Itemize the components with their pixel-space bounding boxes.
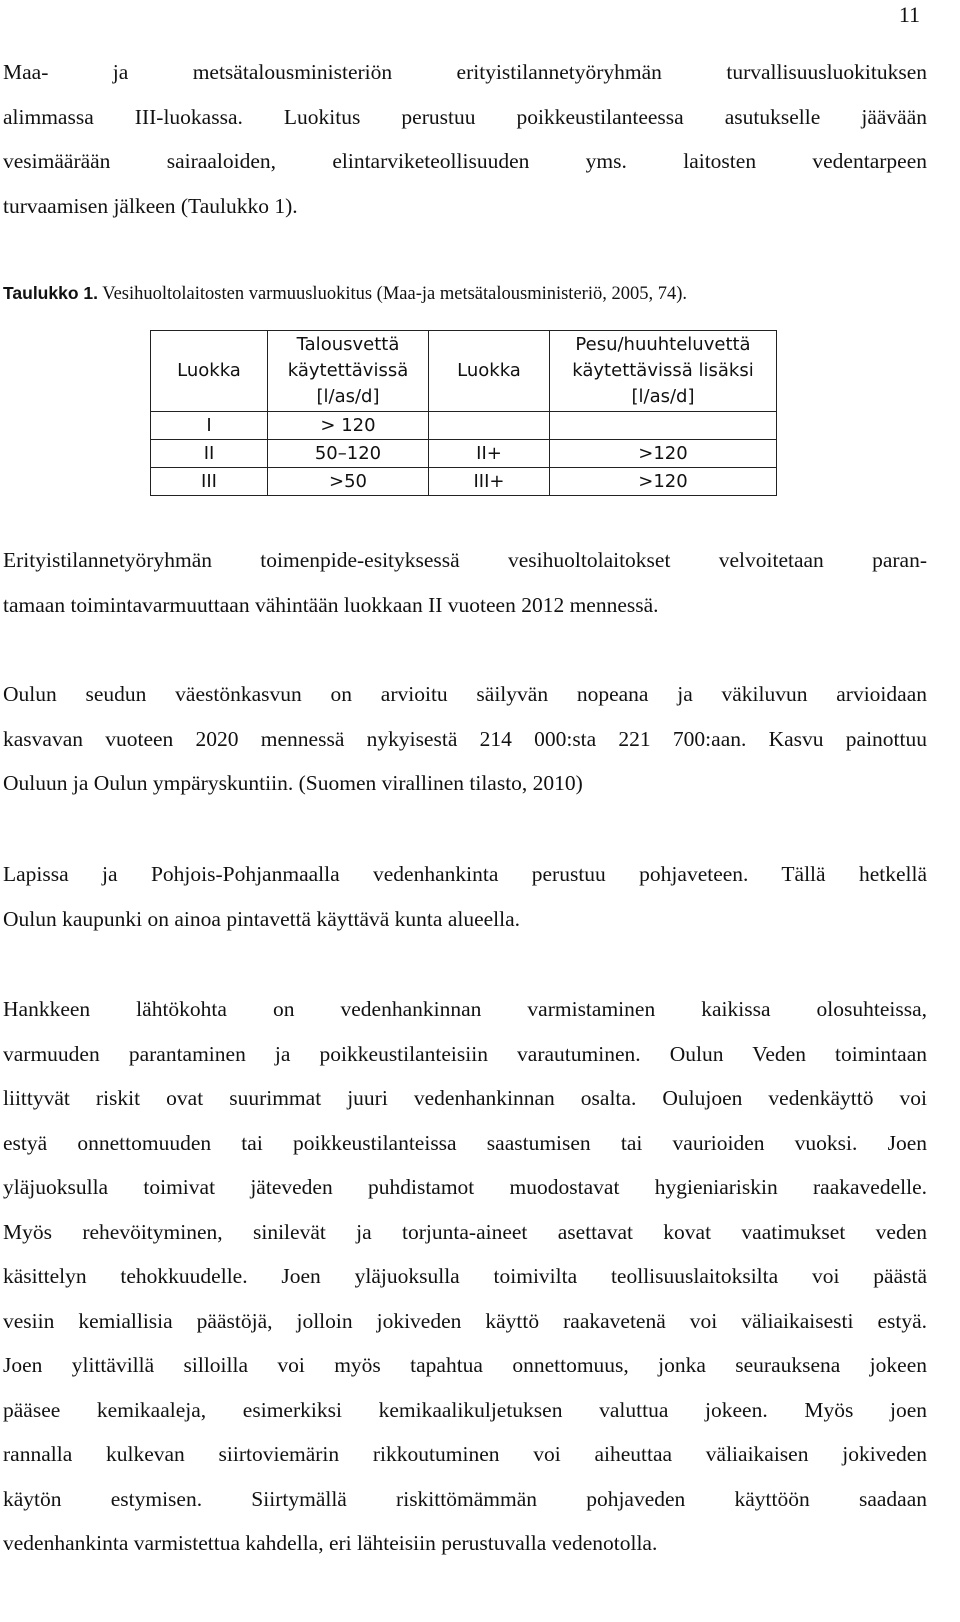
- table-cell: > 120: [268, 412, 429, 440]
- text-line: Lapissa ja Pohjois-Pohjanmaalla vedenhankinta perustuu pohjaveteen. Tällä hetkellä: [3, 862, 927, 886]
- text-line: Maa- ja metsätalousministeriön erityistilannetyöryhmän turvallisuusluokituksen: [3, 60, 927, 84]
- table-row: [151, 468, 777, 496]
- text-line: käsittelyn tehokkuudelle. Joen yläjuoksulla toimivilta teollisuuslaitoksilta voi päästä: [3, 1264, 927, 1288]
- text-line: liittyvät riskit ovat suurimmat juuri vedenhankinnan osalta. Oulujoen vedenkäyttö voi: [3, 1086, 927, 1110]
- header-cell-class: Luokka: [151, 331, 268, 412]
- table-caption-label: Taulukko 1.: [3, 283, 98, 303]
- text-line: Myös rehevöityminen, sinilevät ja torjunta-aineet asettavat kovat vaatimukset veden: [3, 1219, 927, 1244]
- text-line: vesimäärään sairaaloiden, elintarviketeollisuuden yms. laitosten vedentarpeen: [3, 149, 927, 173]
- table-cell: III: [151, 468, 268, 496]
- text-line: estyä onnettomuuden tai poikkeustilanteissa saastumisen tai vaurioiden vuoksi. Joen: [3, 1130, 927, 1155]
- table-cell: >120: [550, 468, 777, 496]
- paragraph-classification-intro: [3, 50, 927, 228]
- text-line: varmuuden parantaminen ja poikkeustilanteisiin varautuminen. Oulun Veden toimintaan: [3, 1041, 927, 1066]
- text-line: vedenhankinta varmistettua kahdella, eri lähteisiin perustuvalla vedenotolla.: [3, 1531, 658, 1555]
- table-cell: II: [151, 440, 268, 468]
- paragraph-population-growth: [3, 672, 927, 806]
- header-cell-drinking-water: Talousvettä käytettävissä [l/as/d]: [268, 331, 429, 412]
- text-line: Oulun kaupunki on ainoa pintavettä käyttävä kunta alueella.: [3, 906, 521, 931]
- table-cell: [550, 412, 777, 440]
- table-cell: >50: [268, 468, 429, 496]
- text-line: vesiin kemiallisia päästöjä, jolloin jokiveden käyttö raakavetenä voi väliaikaisesti estyä.: [3, 1308, 927, 1333]
- paragraph-project-risks: [3, 987, 927, 1566]
- text-line: Erityistilannetyöryhmän toimenpide-esityksessä vesihuoltolaitokset velvoitetaan paran-: [3, 548, 927, 572]
- table-header-row: [151, 331, 777, 412]
- text-line: kasvavan vuoteen 2020 mennessä nykyisestä 214 000:sta 221 700:aan. Kasvu painottuu: [3, 726, 927, 751]
- paragraph-action-proposal: [3, 538, 927, 627]
- text-line: Oulun seudun väestönkasvun on arvioitu säilyvän nopeana ja väkiluvun arvioidaan: [3, 682, 927, 706]
- classification-table: [150, 330, 777, 496]
- table-row: [151, 412, 777, 440]
- text-line: tamaan toimintavarmuuttaan vähintään luokkaan II vuoteen 2012 mennessä.: [3, 592, 659, 617]
- table-cell: [429, 412, 550, 440]
- page-number: 11: [898, 2, 920, 27]
- table-cell: >120: [550, 440, 777, 468]
- text-line: käytön estymisen. Siirtymällä riskittömämmän pohjaveden käyttöön saadaan: [3, 1486, 927, 1511]
- header-cell-class-plus: Luokka: [429, 331, 550, 412]
- table-caption: [3, 283, 687, 305]
- paragraph-water-sourcing: [3, 852, 927, 941]
- header-cell-washing-water: Pesu/huuhteluvettä käytettävissä lisäksi [l/as/d]: [550, 331, 777, 412]
- table-cell: III+: [429, 468, 550, 496]
- text-line: Hankkeen lähtökohta on vedenhankinnan varmistaminen kaikissa olosuhteissa,: [3, 997, 927, 1021]
- table-row: [151, 440, 777, 468]
- text-line: yläjuoksulla toimivat jäteveden puhdistamot muodostavat hygieniariskin raakavedelle.: [3, 1175, 927, 1199]
- table-cell: 50–120: [268, 440, 429, 468]
- table-caption-text: Vesihuoltolaitosten varmuusluokitus (Maa-ja metsätalousministeriö, 2005, 74).: [97, 284, 687, 304]
- text-line: Joen ylittävillä silloilla voi myös tapahtua onnettomuus, jonka seurauksena jokeen: [3, 1353, 927, 1377]
- text-line: pääsee kemikaaleja, esimerkiksi kemikaalikuljetuksen valuttua jokeen. Myös joen: [3, 1397, 927, 1422]
- text-line: turvaamisen jälkeen (Taulukko 1).: [3, 193, 298, 218]
- text-line: rannalla kulkevan siirtoviemärin rikkoutuminen voi aiheuttaa väliaikaisen jokiveden: [3, 1442, 927, 1466]
- table-cell: II+: [429, 440, 550, 468]
- text-line: Ouluun ja Oulun ympäryskuntiin. (Suomen virallinen tilasto, 2010): [3, 771, 583, 795]
- table-cell: I: [151, 412, 268, 440]
- text-line: alimmassa III-luokassa. Luokitus perustuu poikkeustilanteessa asutukselle jäävään: [3, 104, 927, 129]
